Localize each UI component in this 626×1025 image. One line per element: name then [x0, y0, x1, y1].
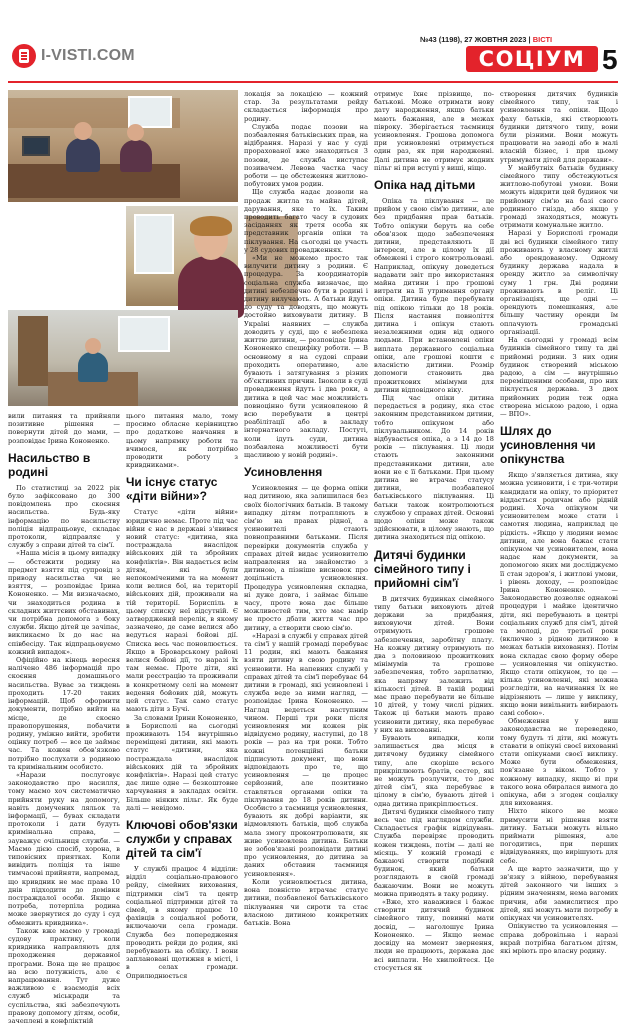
heading-adoption: Усиновлення [244, 465, 323, 480]
col5-paragraph: На сьогодні у громаді всім будинків сімейного типу та дві прийомні родини. З них один будинок створений міською радою, а сім — внутрішньо переміщеними особами, про них піклується держава. З двох прийомних родин теж одна створена міською радою, і одна — ВПО». [500, 336, 618, 418]
col1-paragraph: «Нарази послуговує законодавство про насилля, тому маємо хоч систематично прийняти руку на допомогу, навіть домучених ляльок та інформації, — бувах складати протоколи і дати будуть кримінальна справа, — зауважує очільниця служби. — Маємо дією спосіб, хорона, в типовісних приятках. Коли вивідить поліція та інше тимчасові прийняти, напремад, що кривдник не має права 10 днів підходити до домівки постраждалої особи. Якщо є потреба, потерпіла родина може звернутися до суду і суд обмежить кривдника». [8, 770, 120, 927]
col2-paragraph: У службі працює 4 відділи: відділ соціально-правового рейду, сімейних виховання, підтримки сім'ї та центр соціальної підтримки дітей та сімей, в якому працює 10 фахівців з соціальної роботи, включаючи села громади. Служба без попередження проводить рейди до родин, які перебувають на обліку. І вони заплановані щотижня в місті, і в селах громади. Оприлюднюється [126, 864, 238, 980]
col4-paragraph: «Вже, хто наважився і бажає створити дитячий будинок сімейного типу, повинні мати досвід, — наголошує Ірина Кононенко. — Якщо немає досвіду на момент звернення, люди не працюють, держава дає всі виплати. Не хвилюйтеся. Це стосується як [374, 898, 494, 972]
heading-path-to-adoption: Шлях до усиновлення чи опікунства [500, 424, 596, 467]
photo-child-room [8, 310, 238, 406]
logo-text: I-VISTI.COM [41, 47, 135, 64]
col3-paragraph: Усиновлення — це форма опіки над дитиною, яка залишилася без своїх біологічних батьків. В такому випадку дітям потрапляють в сім'ю на правах рідної, а усиновителі стають повноправними батьками. Після перевірки документів служба у справах дітей видає усиновителю направлення на знайомство з дитиною, а пізніше висновок про доцільність усиновлення. Процедура усиновлення складна, ні дуже довга, і займає більше часу, проте вона дає більше можливостей тим, хто має намір не просто дбати життя час про дитину, а створити свою сім'ю. [244, 484, 368, 632]
col4-paragraph: Бувають випадки, коли залишається два місця в дитячому будинку сімейного типу, але скоріше всього прикріплюють братів, сестер, які не можуть розлучити, то двоє дітей сім'ї, яка перебуває в цілому в сім'ю, бувають дітей і одна дитина прикріплюється. [374, 734, 494, 808]
col5-paragraph: А ще варто зазначити, що у зв'язку з війною, перебування дітей законного чи інших з рідним значенням, нема вагомих причин, аби замислитися про дітей, які можуть мати потребу в опікунах чи усиновителях. [500, 864, 618, 923]
column-4 [374, 90, 494, 972]
col5-paragraph: Якщо з'являється дитина, яку можна усиновити, і є три-чотири кандидати на опіку, то пріоритет віддається родичам або рідній родині. Хоча опікуном чи усиновителем може стати і самотня людина, наприклад це рідкість. «Якщо у людини немає дитини, але вона бажає стати опікуном чи усиновителем, вона надає нам документи, за допомогою яких ми досліджуємо її стан здоров'я, і житлові умови, і рівень доходу, — розповідає Ірина Кононенко. — Законодавство дозволяє однакові процедури і майже ідентично діти, які перебувають в центрі соціальних служб для сім'ї, дітей та молоді, до третьої роки (включно з рідною дитиною в межах батьків виховання). Потім вона складає свою форму обере — усиновлення чи опікунство. Якщо стати опікуном, то це — кілька усиновленні, які можна розгледіти, на начинання їх не відрізняють — лише у виклику, якщо вони вивільнить вибирають самі собою». [500, 471, 618, 718]
page-header [0, 0, 626, 82]
col3-paragraph: «Наразі в службі у справах дітей та сім'ї у нашій громаді перебуває 11 родин, які мають бажання взяти дитину в свою родину та усиновити. На напевних службі у справах дітей та сім'ї перебуває 64 дитини в громаді, які усиновлені і служба веде за ними нагляд, — розповідає Ірина Кононенко. — Наглад ведеться наступним чином. Перші три роки після усиновлення ми кожен рік відвідуємо родину, наступні, до 18 років — раз на три роки. Тобто кожні потенційні батьки підписують документ, що вони відповідають про те, що усиновлення — це процес серйозний, але позитивно ставляться органами опіки та піклування до 18 років дитини. Особисто з таємниця усиновлення, бувають як добрі варіанти, як відмовляють батьків, щоб служба мала змогу проконтролювати, як живе усиновлена дитина. Батьки не зобов'язані розповідати дитині про усиновлення, до дитина за даних обставин таємниця усиновлення». [244, 631, 368, 878]
col4-paragraph: Під час опіки дитина передається в родину, яка стає законним представником дитини, тобто опікуном або піклувальником. До 14 років відбувається опіка, а з 14 до 18 років — піклування. Ці люди стають законними представниками дитини, але вони не є її батьками. При цьому дитина не втрачає статусу дитини, позбавленої батьківського піклування. Ці батьки також контролюються службою у справах дітей. Основні щодо опіки може також здійснювати, в цілому знають, що дитина знаходиться під опікою. [374, 393, 494, 542]
col5-paragraph: створення дитячих будинків сімейного типу, так і усиновлення та опіки. Щодо фаху батьків, які створюють будинки дитячого типу, вони були різними. Вони можуть працювати на заводі або в малі власній бізнес, і при цьому утримувати дітей для держави». [500, 90, 618, 164]
heading-war-children: Чи існує статус «діти війни»? [126, 475, 218, 504]
heading-family-homes: Дитячі будинки сімейного типу і прийомні сім'ї [374, 547, 471, 590]
header-divider [8, 81, 618, 83]
col5-paragraph: У майбутніх батьків будинку сімейного типу обстежуються житлово-побутові умови. Вони можуть відкрити цей будинок чи прийомну сім'ю на базі свого родинного гнізда, або якщо у громаді знаходяться, можуть отримати комунальне житло. [500, 163, 618, 230]
col1-paragraph: Також вже маємо у громаді судову практику, коли кривдника направляють для проходження державної програми. Вона ще не працює на всю потужність, але є напрацювання. Тут дуже важливою є взаємодія всіх служб міськради та суспільства, які забезпечують правову допомогу дітям, особи, зачеплені в конфліктній [8, 926, 120, 1025]
issue-date: №43 (1198), 27 ЖОВТНЯ 2023 | [420, 35, 533, 44]
issue-brand: ВІСТІ [532, 35, 553, 44]
col1-paragraph: Офіційно на кінець вересня налічено 486 інформацій про скоєння домашнього насильства. Вуває за тиждень проходить 17-20 таких інформацій. Щоб оформити документи, потрібно вийти на місце, де скоєно правопорушення, побачити родину, уміжно вийти, зробити оцінку потреб — все це займає час. Та кожен обов'язково потрібно послухати з родиною та кримінальним особисто. [8, 656, 120, 771]
column-2 [126, 412, 238, 980]
col1-paragraph: «Наша місія в цьому випадку — обстежити родину на предмет взяття під супровід з приводу насильства чи не взяття, — розповідає Ірина Кононенко. — Ми визначаємо, чи знаходиться родина в складних життєвих обставинах, чи потрібна допомога з боку служби. Якщо дітей це зачіпає, викликаємо їх до нас на співбесіду. Так відпрацьовуємо кожний випадок». [8, 549, 120, 656]
col1-intro: вили питання та прийняли позитивне рішення — повернути дітей до мами, — розповідає Ірина Кононенко. [8, 412, 120, 445]
col5-paragraph: Наразі у Борисполі громади дві всі будинки сімейного типу проживають у власному житлі або орендованому. Одному будинку держава надала в оренду житло за символічну суму 1 грн. Дві родини проживають в реліг. Ці організаціях, ще одні — орендують помешкання, але більшу частину оренди їм оплачують громадські організації. [500, 229, 618, 336]
col5-paragraph: Опікунство та усиновлення — справа добровільна і наразі вкрай потрібна багатьом дітям, які мріють про власну родину. [500, 922, 618, 955]
issue-line [420, 35, 552, 44]
site-logo[interactable] [12, 44, 135, 68]
page-number: 5 [602, 44, 618, 75]
col2-top-paragraph: Служба подає позови на позбавлення батьківських прав, на відібрання. Наразі у нас у суді прорахованої вже знаходиться 3 позови, де служба виступає позивачем. Левова частка часу роботи — це обстеження житлово-побутових умов родин. [244, 122, 368, 189]
col3-paragraph: Коли усиновлюється дитина, вона повністю втрачає статус дитини, позбавленої батьківського піклування чи сироти та стає власною дитиною конкретних батьків. Вона [244, 877, 368, 927]
photo-office-staff [8, 90, 238, 202]
col3-paragraph: «Ми не можемо просто так вилучити дитину з родини. Є процедура. За координаторів соціальна служба визначає, що дитині небезпечно бути в родині і дитину вилучають. А батьки йдуть до суду та доводять, що можуть достойно виховувати дитину. В Україні наявних — служба доводить у суді, що є небезпека життю дитини, — розповідає Ірина Кононенко специфіку роботи. — В основному я на судові справи проходить оперативно, але бувають і затягування з різних об'єктивних причин. Іноколи в суді провадження йдуть і два роки, а дитина в цей час має можливість повноцінно бути усиновленою й всю перебувати в центрі реабілітації або в закладу інтернатного закладу. Постуті, коли ідуть суди, дитина позбавлена можливості бути щасливою у новій родині». [244, 254, 368, 459]
col4-paragraph: отримує їхнє прізвище, по-батькові. Може отримати нову дату народження, якщо батьки мають бажання, але в межах півроку. Зберігається таємниця усиновлення. Грошова допомога при усиновленні отримується один раз, як при народженні. Далі дитина не отримує жодних пільг ні при вступі у виші, ніщо. [374, 90, 494, 172]
col2-top-paragraph: локація за локацією — кожний стар. За результатами рейду складається інформація про родину. [244, 90, 368, 123]
col2-paragraph: Статус «діти війни» юридично немає. Проте під час війни є нас в державі з'явився новий статус: «дитина, яка постраждала внаслідок військових дій та збройних конфліктів». Він надається всім дітям, які були непокоміченими та на момент коли велися бої, на території військових дій, проживали на тій території. Бориспіль в цьому списку неї відсутній. Є затверджений перелік, в якому зазначено, де саме велися або ведуться наразі бойові дії. Списка весь час поновлюється. Якщо в Броварському районі велися бойові дії, то наразі їх там немає. Проте діти, які мали реєстрацію та проживали в конкретному селі на момент ведення бойових дій, можуть цей статус. Так само статус мають діти з Бучі. [126, 508, 238, 714]
rubric-label: СОЦІУМ [466, 46, 598, 72]
col3-paragraph: Ще служба надає дозволи на продаж житла та майна дітей, дарування, яке то їх. Таким проводить багато часу в судових засіданнях як третя особа як представник органів опіки та піклування. На сьогодні це участь у 28 судових провадженнях. [244, 188, 368, 254]
heading-domestic-violence: Насильство в родині [8, 450, 91, 479]
col4-paragraph: Дитячі будинки сімейного типу весь час під наглядом служби. Складається графік відвідувань. Служба перевіряє проводить кожен тиждень, потім — далі не місяць. У кожній громаді є бажаючі створити подібний будинок, який батьки розглядають в своїй громаді бажаючим. Вони не можуть можна приводять в таку родину. [374, 807, 494, 898]
heading-guardianship: Опіка над дітьми [374, 178, 476, 193]
col5-paragraph: Обмеження у виш законодавства не переведено, тому будуть ті діти, які можуть ставати в опікуні своєї вихованні стати опікунами своєї виклику. Може бути обмеження, пов'язане з віком. Тобто у кожному випадку, якщо ві при такого вона обиралася вимога до опікуна, аби з згоден соціалку для виховання. [500, 717, 618, 808]
col2-paragraph: За словами Ірини Кононенко, в Борисполі на сьогодні проживають 154 внутрішньо переміщені дитини, які мають статус «дитини, яка постраждала внаслідок військових дій та збройних конфліктів». Наразі цей статус дає лише одне — безкоштовне харчування в закладах освіти. Більше ніяких пільг. Як буде далі — невідомо. [126, 713, 238, 812]
col4-paragraph: В дитячих будинках сімейного типу батьки виховують дітей держави за придбання, виховуючи дітей. Вони отримують грошове забезпечення, заробітну плату. На кожну дитину отримують по два з половиною прожиткових мінімумів та грошове забезпечення, тобто зарплатню, яка напряму залежить від кількості дітей. В такій родині має право перебувати не більше 10 дітей, у тому числі рідних. Також ці батьки мають право усиновити дитину, яка перебуває у них на вихованні. [374, 594, 494, 734]
col2-paragraph: цього питання мало, тому просимо обласне керівництво про додаткове навчання в цьому напрямку роботи та вчимося, як потрібно проводити роботу з кривдниками». [126, 412, 238, 470]
col4-paragraph: Опіка та піклування — це прийом у свою сім'ю дитини, але без придбання прав батьків. Тобто опікуни беруть на себе обов'язок щодо забезпечення дитини, представляють її інтереси, але в цілому їх дії обмежені і строго контрольовані. Наприклад, опікуну доведеться надавати звіт про використання майна дитини і про грошові витрати на її утримання органу опіки. Дитина буде перебувати під опікою тільки до 18 років. Після настання повноліття дитина і опікун стають незалежними один від одного людьми. При встановлені опіки виплата державного соціальна опіки, але грошові кошти є власністю дитини. Розмір допомоги становить два прожиткових мінімуми для дитини відповідного віку. [374, 197, 494, 394]
col5-paragraph: Ніхто нікого не може примусити ні рішення взяти дитину. Батьки можуть вільно приймати рішення, але погодитись, при перших відвідуваннях, що вирішують для себе. [500, 807, 618, 865]
photo-portrait [126, 206, 238, 306]
column-5 [500, 90, 618, 955]
col1-paragraph: По статистиці за 2022 рік було зафіксовано до 300 повідомлень про скоєння насильства. Будь-яку інформацію по насильству поліція відпрацьовує, складає протоколи, відправляє у службу з справи дітей та сім'ї. [8, 483, 120, 550]
column-3 [244, 90, 368, 927]
newspaper-icon [12, 44, 36, 68]
column-1 [8, 412, 120, 1025]
heading-key-duties: Ключові обов'язки служби у справах дітей та сім'ї [126, 817, 238, 860]
